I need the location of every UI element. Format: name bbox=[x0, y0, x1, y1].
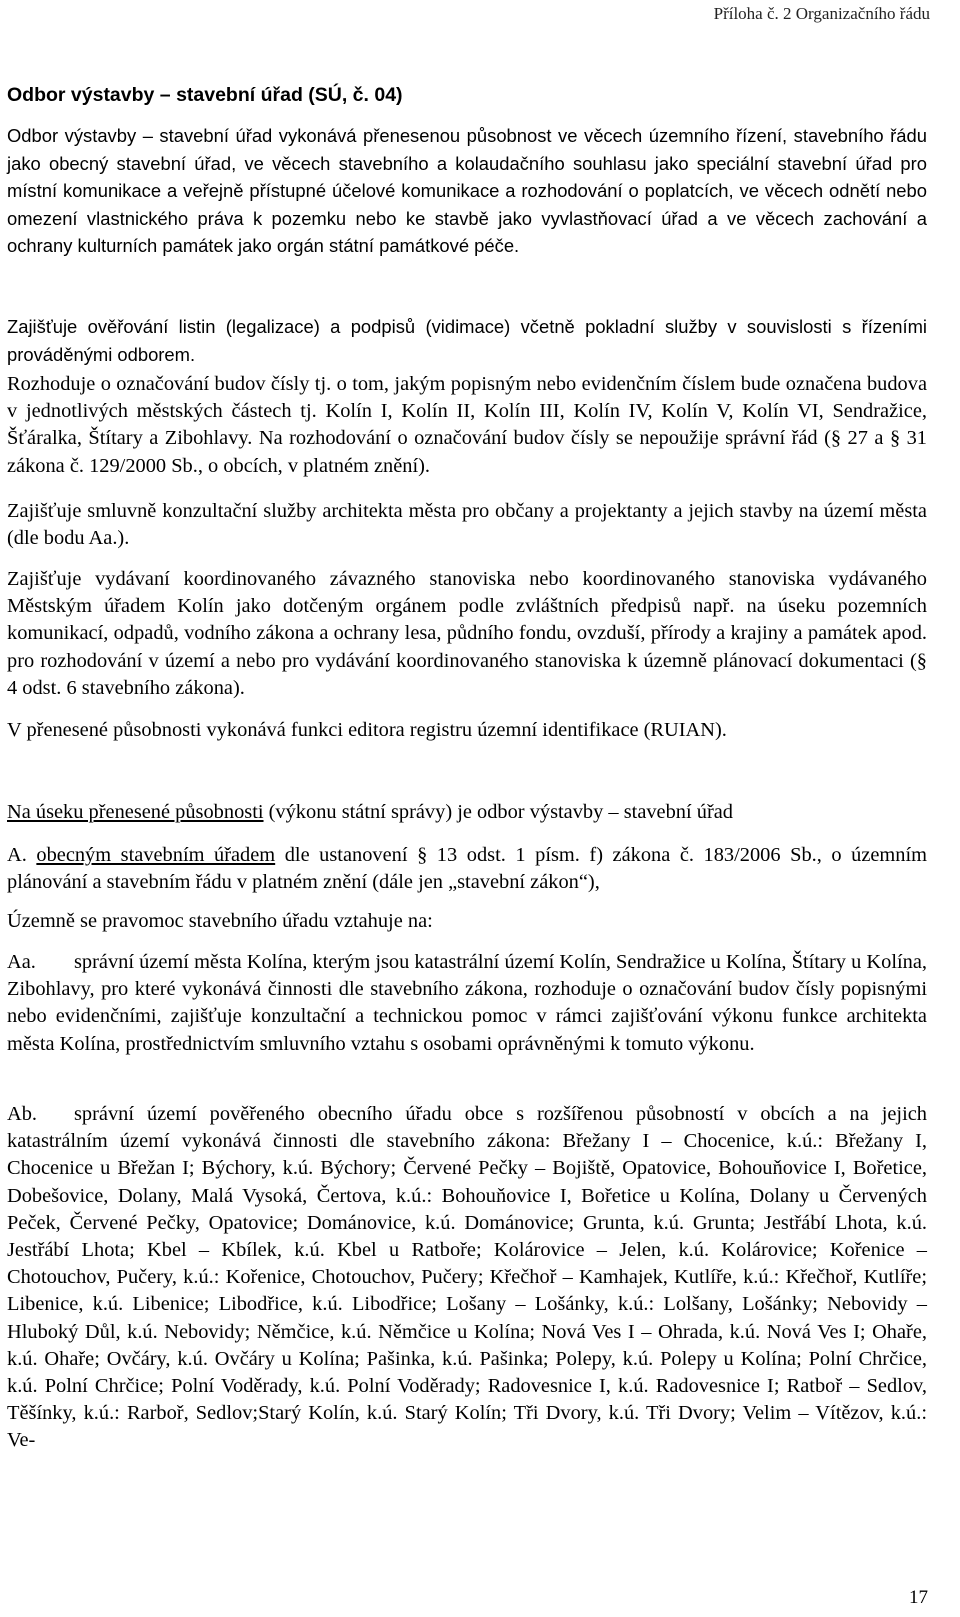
delegated-powers-underlined: Na úseku přenesené působnosti bbox=[7, 801, 264, 823]
delegated-powers-line bbox=[7, 799, 927, 826]
point-a-rest: dle ustanovení § 13 odst. 1 písm. f) zákona č. 183/2006 Sb., o územním plánování a stavebním řádu v platném znění (dále jen „stavební zákon“), bbox=[7, 844, 927, 894]
list-item-text: správní území pověřeného obecního úřadu obce s rozšířenou působností v obcích a na jejich katastrálním území vykonává činnosti dle stavebního zákona: Břežany I – Chocenice, k.ú.: Břežany I, Chocenice u Břežan I; Býchory, k.ú. Býchory; Červené Pečky – Bojiště, Opatovice, Bohouňovice I, Bořetice, Dobešovice, Dolany, Malá Vysoká, Čertova, k.ú.: Bohouňovice I, Bořetice u Kolína, Dolany u Červených Peček, Červené Pečky, Opatovice; Dománovice, k.ú. Dománovice; Grunta, k.ú. Grunta; Jestřábí Lhota, k.ú. Jestřábí Lhota; Kbel – Kbílek, k.ú. Kbel u Ratboře; Kolárovice – Jelen, k.ú. Kolárovice; Kořenice – Chotouchov, Pučery, k.ú.: Kořenice, Chotouchov, Pučery; Křečhoř – Kamhajek, Kutlíře, k.ú.: Křečhoř, Kutlíře; Libenice, k.ú. Libenice; Libodřice, k.ú. Libodřice; Lošany – Lošánky, k.ú.: Lolšany, Lošánky; Nebovidy – Hluboký Důl, k.ú. Nebovidy; Němčice, k.ú. Němčice u Kolína; Nová Ves I – Ohrada, k.ú. Nová Ves I; Ohaře, k.ú. Ohaře; Ovčáry, k.ú. Ovčáry u Kolína; Pašinka, k.ú. Pašinka; Polepy, k.ú. Polepy u Kolína; Polní Chrčice, k.ú. Polní Chrčice; Polní Voděrady, k.ú. Polní Voděrady; Radovesnice I, k.ú. Radovesnice I; Ratboř – Sedlov, Těšínky, k.ú.: Rarboř, Sedlov;Starý Kolín, k.ú. Starý Kolín; Tři Dvory, k.ú. Tři Dvory; Velim – Vítězov, k.ú.: Ve- bbox=[7, 1103, 927, 1452]
list-item-label: Ab. bbox=[7, 1103, 38, 1125]
point-a bbox=[7, 842, 927, 896]
jurisdiction-line: Územně se pravomoc stavebního úřadu vztahuje na: bbox=[7, 910, 433, 932]
page-number: 17 bbox=[909, 1587, 928, 1608]
list-item-ab bbox=[7, 1101, 927, 1455]
point-a-underlined: obecným stavebním úřadem bbox=[36, 844, 276, 866]
paragraph-coordinated-opinion: Zajišťuje vydávaní koordinovaného závazného stanoviska nebo koordinovaného stanoviska vydávaného Městským úřadem Kolín jako dotčeným orgánem podle zvláštních předpisů např. na úseku pozemních komunikací, odpadů, vodního zákona a ochrany lesa, půdního fondu, ovzduší, přírody a krajiny a památek apod. pro rozhodování v území a nebo pro vydávání koordinovaného stanoviska k územně plánovací dokumentaci (§ 4 odst. 6 stavebního zákona). bbox=[7, 568, 927, 699]
list-item-label: Aa. bbox=[7, 951, 36, 973]
list-item-aa bbox=[7, 949, 927, 1058]
delegated-powers-rest: (výkonu státní správy) je odbor výstavby – stavební úřad bbox=[263, 801, 733, 823]
paragraph-building-numbers: Rozhoduje o označování budov čísly tj. o tom, jakým popisným nebo evidenčním číslem bude označena budova v jednotlivých městských částech tj. Kolín I, Kolín II, Kolín III, Kolín IV, Kolín V, Kolín VI, Sendražice, Šťáralka, Štítary a Zibohlavy. Na rozhodování o označování budov čísly se nepoužije správní řád (§ 27 a § 31 zákona č. 129/2000 Sb., o obcích, v platném znění). bbox=[7, 373, 927, 477]
annex-header: Příloha č. 2 Organizačního řádu bbox=[713, 4, 930, 23]
paragraph-architect: Zajišťuje smluvně konzultační služby architekta města pro občany a projektanty a jejich stavby na území města (dle bodu Aa.). bbox=[7, 500, 927, 550]
paragraph-ruian: V přenesené působnosti vykonává funkci editora registru územní identifikace (RUIAN). bbox=[7, 719, 727, 741]
point-a-label: A. bbox=[7, 844, 37, 866]
section-title: Odbor výstavby – stavební úřad (SÚ, č. 04) bbox=[7, 84, 403, 106]
list-item-text: správní území města Kolína, kterým jsou katastrální území Kolín, Sendražice u Kolína, Štítary u Kolína, Zibohlavy, pro které vykonává činnosti dle stavebního zákona, rozhoduje o označování budov čísly popisnými nebo evidenčními, zajišťuje konzultační a technickou pomoc v rámci zajišťování výkonu funkce architekta města Kolína, prostřednictvím smluvního vztahu s osobami oprávněnými k tomuto výkonu. bbox=[7, 951, 927, 1055]
paragraph-legalization: Zajišťuje ověřování listin (legalizace) a podpisů (vidimace) včetně pokladní služby v souvislosti s řízeními prováděnými odborem. bbox=[7, 316, 927, 365]
paragraph-intro: Odbor výstavby – stavební úřad vykonává přenesenou působnost ve věcech územního řízení, stavebního řádu jako obecný stavební úřad, ve věcech stavebního a kolaudačního souhlasu jako speciální stavební úřad pro místní komunikace a veřejně přístupné účelové komunikace a rozhodování o poplatcích, ve věcech odnětí nebo omezení vlastnického práva k pozemku nebo ke stavbě jako vyvlastňovací úřad a ve věcech zachování a ochrany kulturních památek jako orgán státní památkové péče. bbox=[7, 125, 927, 256]
